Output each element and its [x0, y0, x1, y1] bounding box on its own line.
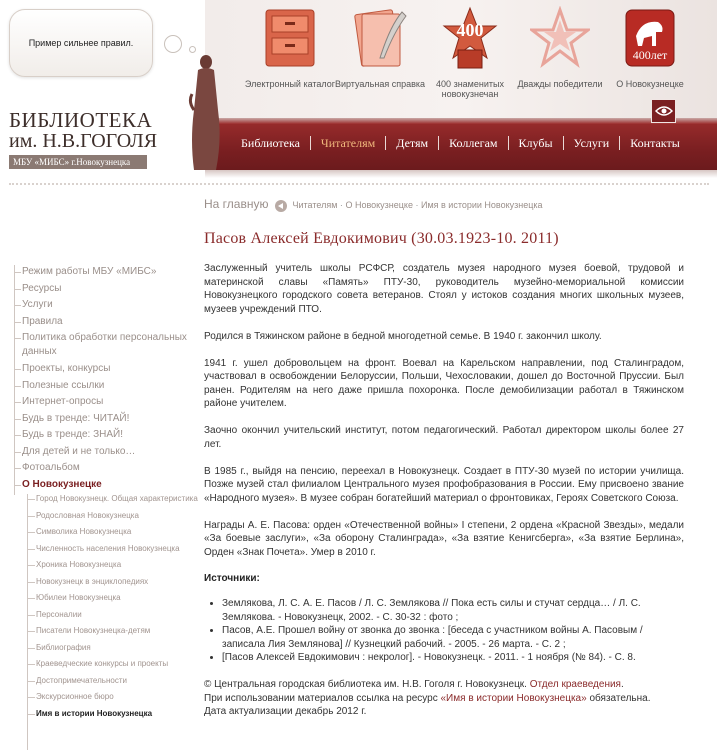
nav-clubs[interactable]: Клубы	[509, 136, 564, 150]
sub-item-writers[interactable]: Писатели Новокузнецка-детям	[22, 626, 199, 636]
bubble-decoration	[164, 35, 182, 53]
article-paragraph: Родился в Тяжинском районе в бедной многодетной семье. В 1940 г. закончил школу.	[204, 330, 602, 342]
source-item: • Землякова, Л. С. А. Е. Пасов / Л. С. Землякова // Пока есть силы и стучат сердца… / Л. С. Землякова. - Новокузнецк, 2002. - С. 30-32 : фото ;	[222, 597, 684, 624]
breadcrumb-separator: ·	[415, 200, 419, 210]
sub-item-sights[interactable]: Достопримечательности	[22, 676, 199, 686]
feature-label: Дважды победители	[517, 79, 603, 89]
quote-bubble: Пример сильнее правил.	[9, 9, 153, 77]
badge-400-icon	[440, 6, 500, 70]
article-paragraph: Заочно окончил учительский институт, потом педагогический. Работал директором школы более 27 лет.	[204, 425, 684, 450]
eye-icon	[655, 105, 673, 117]
left-header	[0, 0, 205, 178]
quill-paper-icon	[350, 6, 410, 70]
feature-about-city[interactable]	[604, 6, 696, 89]
article-paragraph: Заслуженный учитель школы РСФСР, создатель музея народного музея боевой, трудовой и материнской славы «Память» ПТУ-30, руководитель музейно-мемориальной комиссии Новокузнецкого городского совета ветеранов. Стоял у истоков создания многих школьных музеев, музеев учреждений ПТО.	[204, 263, 684, 315]
sidebar-item-projects[interactable]: Проекты, конкурсы	[9, 362, 199, 379]
feature-label: О Новокузнецке	[616, 79, 684, 89]
sidebar-menu	[9, 265, 199, 725]
feature-virtual-help[interactable]	[334, 6, 426, 89]
sub-item-symbols[interactable]: Символика Новокузнецка	[22, 527, 199, 537]
accessibility-eye-button[interactable]	[651, 99, 676, 123]
nav-colleagues[interactable]: Коллегам	[439, 136, 508, 150]
sources-list	[204, 597, 684, 665]
feature-twice-winners[interactable]	[514, 6, 606, 89]
breadcrumb-item[interactable]: Имя в истории Новокузнецка	[421, 200, 543, 210]
reference-suffix: обязательна.	[589, 692, 651, 704]
dotted-divider	[9, 183, 709, 185]
logo-line-2: им. Н.В.ГОГОЛЯ	[9, 130, 158, 152]
catalog-drawer-icon	[260, 6, 320, 70]
breadcrumb	[204, 196, 684, 212]
sub-item-contests[interactable]: Краеведческие конкурсы и проекты	[22, 659, 199, 669]
article-paragraph: В 1985 г., выйдя на пенсию, переехал в Новокузнецк. Создает в ПТУ-30 музей по истории училища. Позже музей стал филиалом Центрального музея профобразования в России. Ему присвоено звание «Народного музея». В музее собран богатейший материал о фронтовиках, Героях Советского Союза.	[204, 465, 684, 504]
nav-readers[interactable]: Читателям	[311, 136, 386, 150]
sub-item-chronicle[interactable]: Хроника Новокузнецка	[22, 560, 199, 570]
breadcrumb-item[interactable]: О Новокузнецке	[345, 200, 413, 210]
nav-top-edge	[205, 118, 717, 124]
feature-catalog[interactable]	[244, 6, 336, 89]
sub-item-population[interactable]: Численность населения Новокузнецка	[22, 544, 199, 554]
reference-text: При использовании материалов ссылка на ресурс	[204, 692, 438, 704]
badge-400-text: 400	[456, 20, 484, 40]
horse-400-years-icon	[620, 6, 680, 70]
breadcrumb-home[interactable]: На главную	[204, 197, 269, 211]
update-date: Дата актуализации декабрь 2012 г.	[204, 706, 367, 717]
source-item: • [Пасов Алексей Евдокимович : некролог]. - Новокузнецк. - 2011. - 1 ноября (№ 84). - С. 8.	[222, 651, 684, 665]
nav-children[interactable]: Детям	[386, 136, 439, 150]
star-icon	[530, 6, 590, 70]
main-nav	[205, 118, 717, 172]
sidebar-item-polls[interactable]: Интернет-опросы	[9, 395, 199, 412]
gogol-statue-image	[188, 50, 230, 172]
feature-400-famous[interactable]	[424, 6, 516, 99]
feature-label: Электронный каталог	[244, 79, 336, 89]
feature-label: Виртуальная справка	[334, 79, 426, 89]
sidebar-item-know[interactable]: Будь в тренде: ЗНАЙ!	[9, 428, 199, 445]
main-content	[204, 196, 684, 719]
sidebar-item-read[interactable]: Будь в тренде: ЧИТАЙ!	[9, 412, 199, 429]
badge-400-years-text: 400лет	[632, 48, 668, 62]
sidebar-item-links[interactable]: Полезные ссылки	[9, 379, 199, 396]
article-paragraph: 1941 г. ушел добровольцем на фронт. Воевал на Карельском направлении, под Сталинградом, участвовал в освобождении Белоруссии, Польши, Чехословакии, дошел до Восточной Пруссии. Был ранен. Родителям на него даже пришла похоронка. После демобилизации работал в Тяжинском районе учителем.	[204, 357, 684, 409]
arrow-left-icon	[275, 200, 287, 212]
copyright-suffix: .	[620, 679, 624, 690]
sub-item-excursions[interactable]: Экскурсионное бюро	[22, 692, 199, 702]
sub-item-name-in-history[interactable]: Имя в истории Новокузнецка	[22, 709, 199, 719]
copyright-text: © Центральная городская библиотека им. Н.В. Гоголя г. Новокузнецк.	[204, 679, 527, 690]
sidebar-item-about-city[interactable]: О Новокузнецке	[9, 478, 199, 495]
source-item: • Пасов, А.Е. Прошел войну от звонка до звонка : [беседа с участником войны А. Пасовым / записала Лия Землянова] // Кузнецкий рабочий. - 2005. - 26 марта. - С. 2 ;	[222, 624, 684, 651]
nav-services[interactable]: Услуги	[564, 136, 621, 150]
breadcrumb-item[interactable]: Читателям	[292, 200, 338, 210]
sidebar-item-services[interactable]: Услуги	[9, 298, 199, 315]
page-title: Пасов Алексей Евдокимович (30.03.1923-10. 2011)	[204, 230, 559, 247]
nav-contacts[interactable]: Контакты	[630, 136, 680, 150]
article-paragraph: Награды А. Е. Пасова: орден «Отечественной войны» I степени, 2 ордена «Красной Звезды», медали «За боевые заслуги», «За оборону Сталинграда», «За взятие Кенигсберга», «За взятие Берлина», Орден «Знак Почета». Умер в 2010 г.	[204, 519, 684, 558]
logo-line-1: БИБЛИОТЕКА	[9, 108, 153, 132]
nav-library[interactable]: Библиотека	[231, 136, 311, 150]
local-history-link[interactable]: Отдел краеведения	[529, 679, 621, 690]
sidebar-item-resources[interactable]: Ресурсы	[9, 282, 199, 299]
sidebar-item-kids[interactable]: Для детей и не только…	[9, 445, 199, 462]
feature-label: 400 знаменитых новокузнечан	[436, 79, 504, 99]
library-logo[interactable]	[9, 110, 159, 169]
site-header	[0, 0, 717, 178]
sub-item-personalities[interactable]: Персоналии	[22, 610, 199, 620]
sidebar-item-hours[interactable]: Режим работы МБУ «МИБС»	[9, 265, 199, 282]
sidebar-item-photo[interactable]: Фотоальбом	[9, 461, 199, 478]
sidebar-item-rules[interactable]: Правила	[9, 315, 199, 332]
sub-item-bibliography[interactable]: Библиография	[22, 643, 199, 653]
article-footer	[204, 678, 684, 719]
sidebar-submenu	[22, 494, 199, 719]
logo-line-3: МБУ «МИБС» г.Новокузнецка	[9, 155, 147, 169]
sub-item-jubilees[interactable]: Юбилеи Новокузнецка	[22, 593, 199, 603]
sources-heading: Источники:	[204, 572, 260, 584]
resource-link[interactable]: «Имя в истории Новокузнецка»	[440, 692, 587, 704]
breadcrumb-separator: ·	[339, 200, 343, 210]
sub-item-encyclopedias[interactable]: Новокузнецк в энциклопедиях	[22, 577, 199, 587]
sub-item-genealogy[interactable]: Родословная Новокузнецка	[22, 511, 199, 521]
sidebar-item-privacy[interactable]: Политика обработки персональных данных	[9, 331, 199, 362]
header-shadow	[205, 170, 717, 178]
sub-item-general[interactable]: Город Новокузнецк. Общая характеристика	[22, 494, 199, 504]
